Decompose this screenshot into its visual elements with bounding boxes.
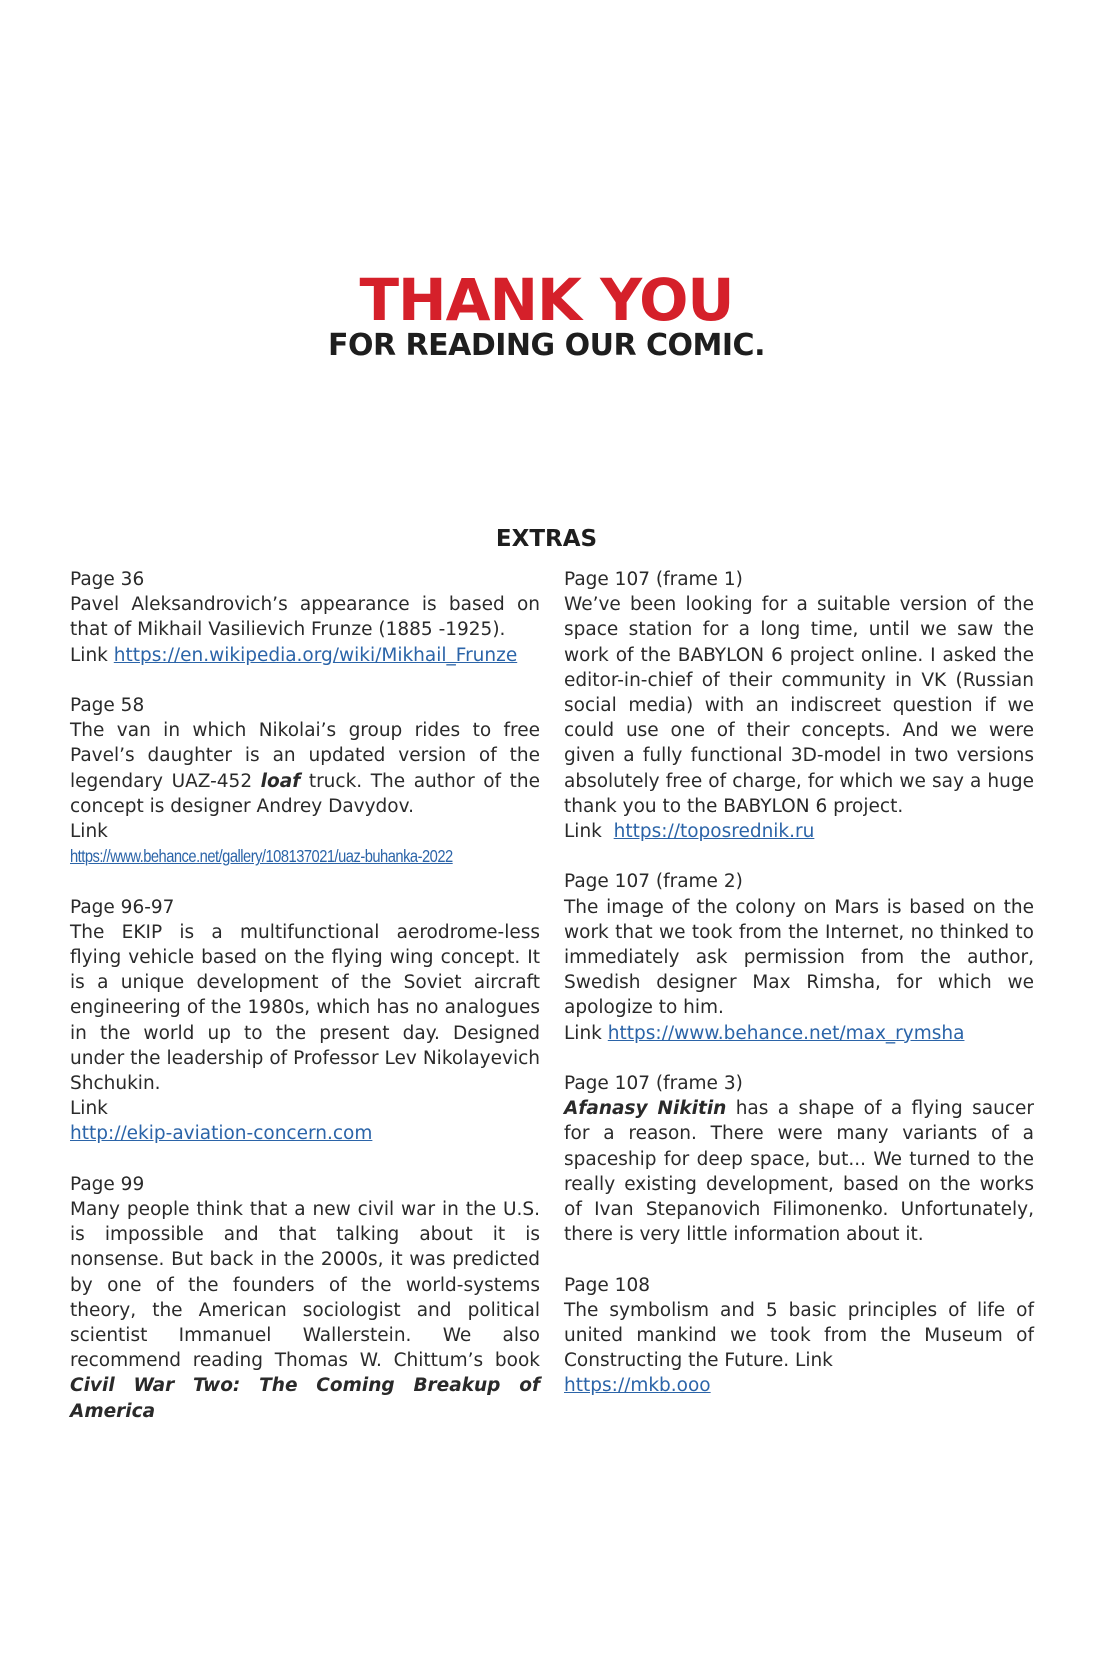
- entry-link-line: [70, 643, 540, 668]
- book-title: Civil War Two: The Coming Breakup of America: [70, 1375, 540, 1422]
- entry-body: The EKIP is a multifunctional aerodrome-less flying vehicle based on the flying wing concept. It is a unique development of the Soviet aircraft engineering of the 1980s, which has no analogues in the world up to the present day. Designed under the leadership of Professor Lev Nikolayevich Shchukin.: [70, 921, 540, 1095]
- extras-entry-page-107-frame-1: [564, 567, 1034, 844]
- extras-heading: EXTRAS: [495, 526, 598, 552]
- behance-uaz-link[interactable]: https://www.behance.net/gallery/108137021/uaz-buhanka-2022: [70, 846, 453, 867]
- entry-title: Page 107 (frame 3): [564, 1073, 743, 1095]
- extras-entry-page-99: [70, 1172, 540, 1424]
- emphasis-text: loaf: [260, 770, 301, 792]
- link-label: Link: [70, 644, 108, 666]
- entry-body: The symbolism and 5 basic principles of life of united mankind we took from the Museum of Constructing the Future. Link: [564, 1299, 1034, 1372]
- extras-entry-page-96-97: [70, 895, 540, 1147]
- entry-body: [70, 718, 540, 819]
- entry-link-line: [70, 1121, 540, 1146]
- ekip-link[interactable]: http://ekip-aviation-concern.com: [70, 1123, 373, 1145]
- body-text: truck. The author of the concept is designer Andrey Davydov.: [70, 770, 540, 817]
- entry-body: The image of the colony on Mars is based on the work that we took from the Internet, no thinked to immediately ask permission from the author, Swedish designer Max Rimsha, for which we apologize to him.: [564, 896, 1034, 1019]
- entry-link-line: [70, 844, 540, 869]
- entry-link-line: [564, 1373, 1034, 1398]
- entry-body: [70, 1197, 540, 1424]
- entry-link-line: [564, 1021, 1034, 1046]
- left-column: [70, 567, 540, 1449]
- entry-title: Page 99: [70, 1173, 145, 1195]
- entry-body: [564, 1096, 1034, 1247]
- entry-title: Page 108: [564, 1274, 650, 1296]
- body-text: The van in which Nikolai’s group rides to free Pavel’s daughter is an updated version of the legendary UAZ-452: [70, 720, 540, 792]
- subtitle-heading: FOR READING OUR COMIC.: [328, 328, 765, 363]
- entry-title: Page 107 (frame 1): [564, 569, 743, 590]
- mkb-link[interactable]: https://mkb.ooo: [564, 1375, 711, 1397]
- link-label: Link: [70, 821, 108, 843]
- extras-entry-page-58: [70, 693, 540, 869]
- thank-you-heading: THANK YOU: [359, 266, 734, 334]
- extras-entry-page-36: [70, 567, 540, 668]
- behance-rymsha-link[interactable]: https://www.behance.net/max_rymsha: [607, 1022, 965, 1044]
- entry-title: Page 96-97: [70, 896, 175, 918]
- body-text: has a shape of a flying saucer for a reason. There were many variants of a spaceship for deep space, but... We turned to the really existing development, based on the works of Ivan Stepanovich Filimonenko. Unfortunately, there is very little information about it.: [564, 1098, 1034, 1246]
- toposrednik-link[interactable]: https://toposrednik.ru: [613, 821, 815, 843]
- entry-title: Page 58: [70, 695, 145, 716]
- entry-title: Page 107 (frame 2): [564, 871, 743, 893]
- extras-entry-page-107-frame-2: [564, 869, 1034, 1045]
- wikipedia-frunze-link[interactable]: https://en.wikipedia.org/wiki/Mikhail_Frunze: [113, 644, 518, 666]
- body-text: Many people think that a new civil war in the U.S. is impossible and that talking about it is nonsense. But back in the 2000s, it was predicted by one of the founders of the world-systems theory, the American sociologist and political scientist Immanuel Wallerstein. We also recommend reading Thomas W. Chittum’s book: [70, 1199, 540, 1372]
- link-label: Link: [564, 1022, 602, 1044]
- link-label: Link: [564, 821, 602, 843]
- link-label: Link: [70, 1098, 108, 1120]
- right-column: [564, 567, 1034, 1424]
- extras-entry-page-107-frame-3: [564, 1071, 1034, 1247]
- entry-title: Page 36: [70, 569, 145, 590]
- emphasis-text: Afanasy Nikitin: [564, 1098, 727, 1120]
- extras-entry-page-108: [564, 1273, 1034, 1399]
- entry-link-line: [564, 819, 1034, 844]
- entry-body: Pavel Aleksandrovich’s appearance is based on that of Mikhail Vasilievich Frunze (1885 -1925).: [70, 594, 540, 641]
- entry-body: We’ve been looking for a suitable version of the space station for a long time, until we saw the work of the BABYLON 6 project online. I asked the editor-in-chief of their community in VK (Russian social media) with an indiscreet question if we could use one of their concepts. And we were given a fully functional 3D-model in two versions absolutely free of charge, for which we say a huge thank you to the BABYLON 6 project.: [564, 594, 1034, 817]
